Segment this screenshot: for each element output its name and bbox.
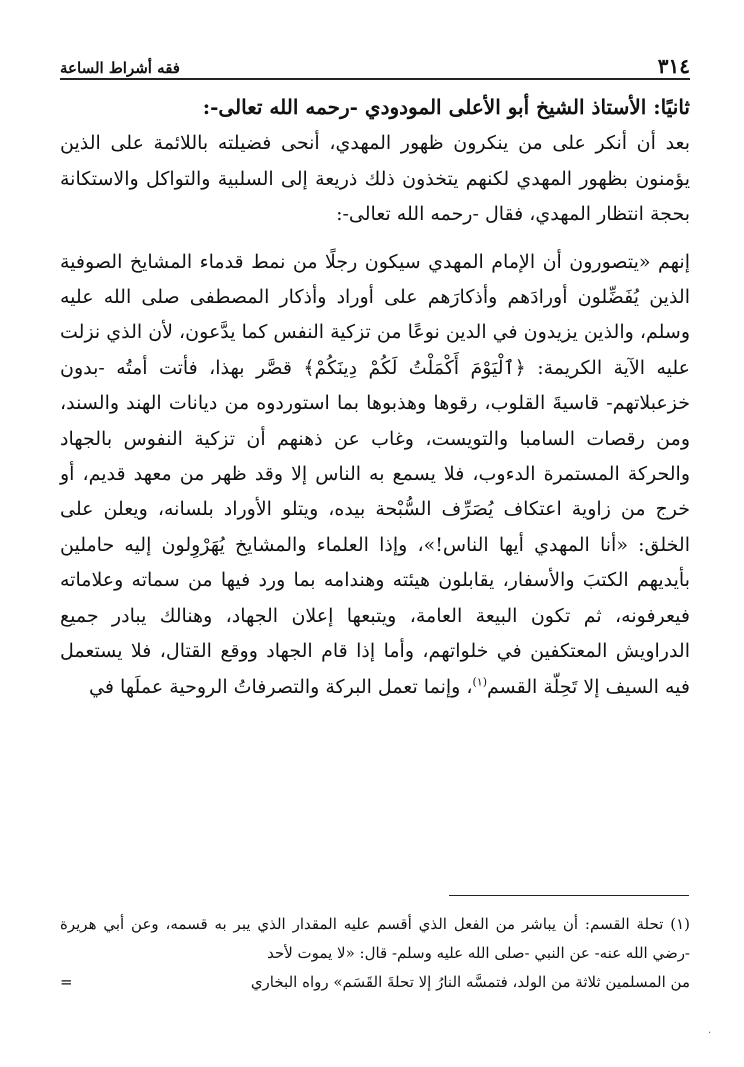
paragraph-intro: بعد أن أنكر على من ينكرون ظهور المهدي، أنحى فضيلته باللائمة على الذين يؤمنون بظهور المهدي لكنهم يتخذون ذلك ذريعة إلى السلبية والتواكل والاستكانة بحجة انتظار المهدي، فقال -رحمه الله تعالى-: [60,132,690,226]
page-number: ٣١٤ [657,54,690,78]
footnote-1: (١) تحلة القسم: أن يباشر من الفعل الذي أقسم عليه المقدار الذي يبر به قسمه، وعن أبي هريرة -رضي الله عنه- عن النبي -صلى الله عليه وسلم- قال: «لا يموت لأحد [60,915,690,962]
footnotes [60,910,690,997]
quote-text: إنهم «يتصورون أن الإمام المهدي سيكون رجلًا من نمط قدماء المشايخ الصوفية الذين يُفَضِّلون أورادَهم وأذكارَهم على أوراد وأذكار المصطفى صلى الله عليه وسلم، والذين يزيدون في الدين نوعًا من تزكية النفس كما يدَّعون، لأن الذي نزلت عليه الآية الكريمة: ﴿ٱلْيَوْمَ أَكْمَلْتُ لَكُمْ دِينَكُمْ﴾ قصَّر بهذا، فأتت أمتُه -بدون خزعبلاتهم- قاسيةَ القلوب، رقوها وهذبوها بما استوردوه من ديانات الهند والسند، ومن رقصات السامبا والتويست، وغاب عن ذهنهم أن تزكية النفوس بالجهاد والحركة المستمرة الدءوب، فلا يسمع به الناس إلا وقد ظهر من معهد قديم، أو خرج من زاوية اعتكاف يُصَرِّف السُّبْحة بيده، ويتلو الأوراد بلسانه، ويعلن على الخلق: «أنا المهدي أيها الناس!»، وإذا العلماء والمشايخ يُهَرْوِلون إليه حاملين بأيديهم الكتبَ والأسفار، يقابلون هيئته وهندامه بما ورد فيها من سماته وعلاماته فيعرفونه، ثم تكون البيعة العامة، ويتبعها إعلان الجهاد، وهنالك يبادر جميع الدراويش المعتكفين في خلواتهم، وأما إذا قام الجهاد ووقع القتال، فلا يستعمل فيه السيف إلا تَحِلّة القسم [60,250,690,698]
quote-text-continued: ، وإنما تعمل البركة والتصرفاتُ الروحية عملَها في [89,675,473,698]
main-text [60,90,690,705]
footnote-last-line [60,968,690,997]
paragraph-quote [60,245,690,705]
page-header [60,40,690,76]
footnote-rule [449,895,689,896]
continuation-mark: = [60,973,73,991]
paragraph-gap [60,233,690,245]
footnote-1-end: من المسلمين ثلاثة من الولد، فتمسَّه النارُ إلا تحلةَ القَسَم» رواه البخاري [250,973,690,991]
running-title: فقه أشراط الساعة [60,59,180,77]
header-rule [60,78,690,80]
footnote-marker: (١) [472,675,487,689]
heading-text: ثانيًا: الأستاذ الشيخ أبو الأعلى المودودي -رحمه الله تعالى-: [202,95,690,119]
section-heading [60,90,690,126]
scan-speck: · [708,1028,712,1039]
